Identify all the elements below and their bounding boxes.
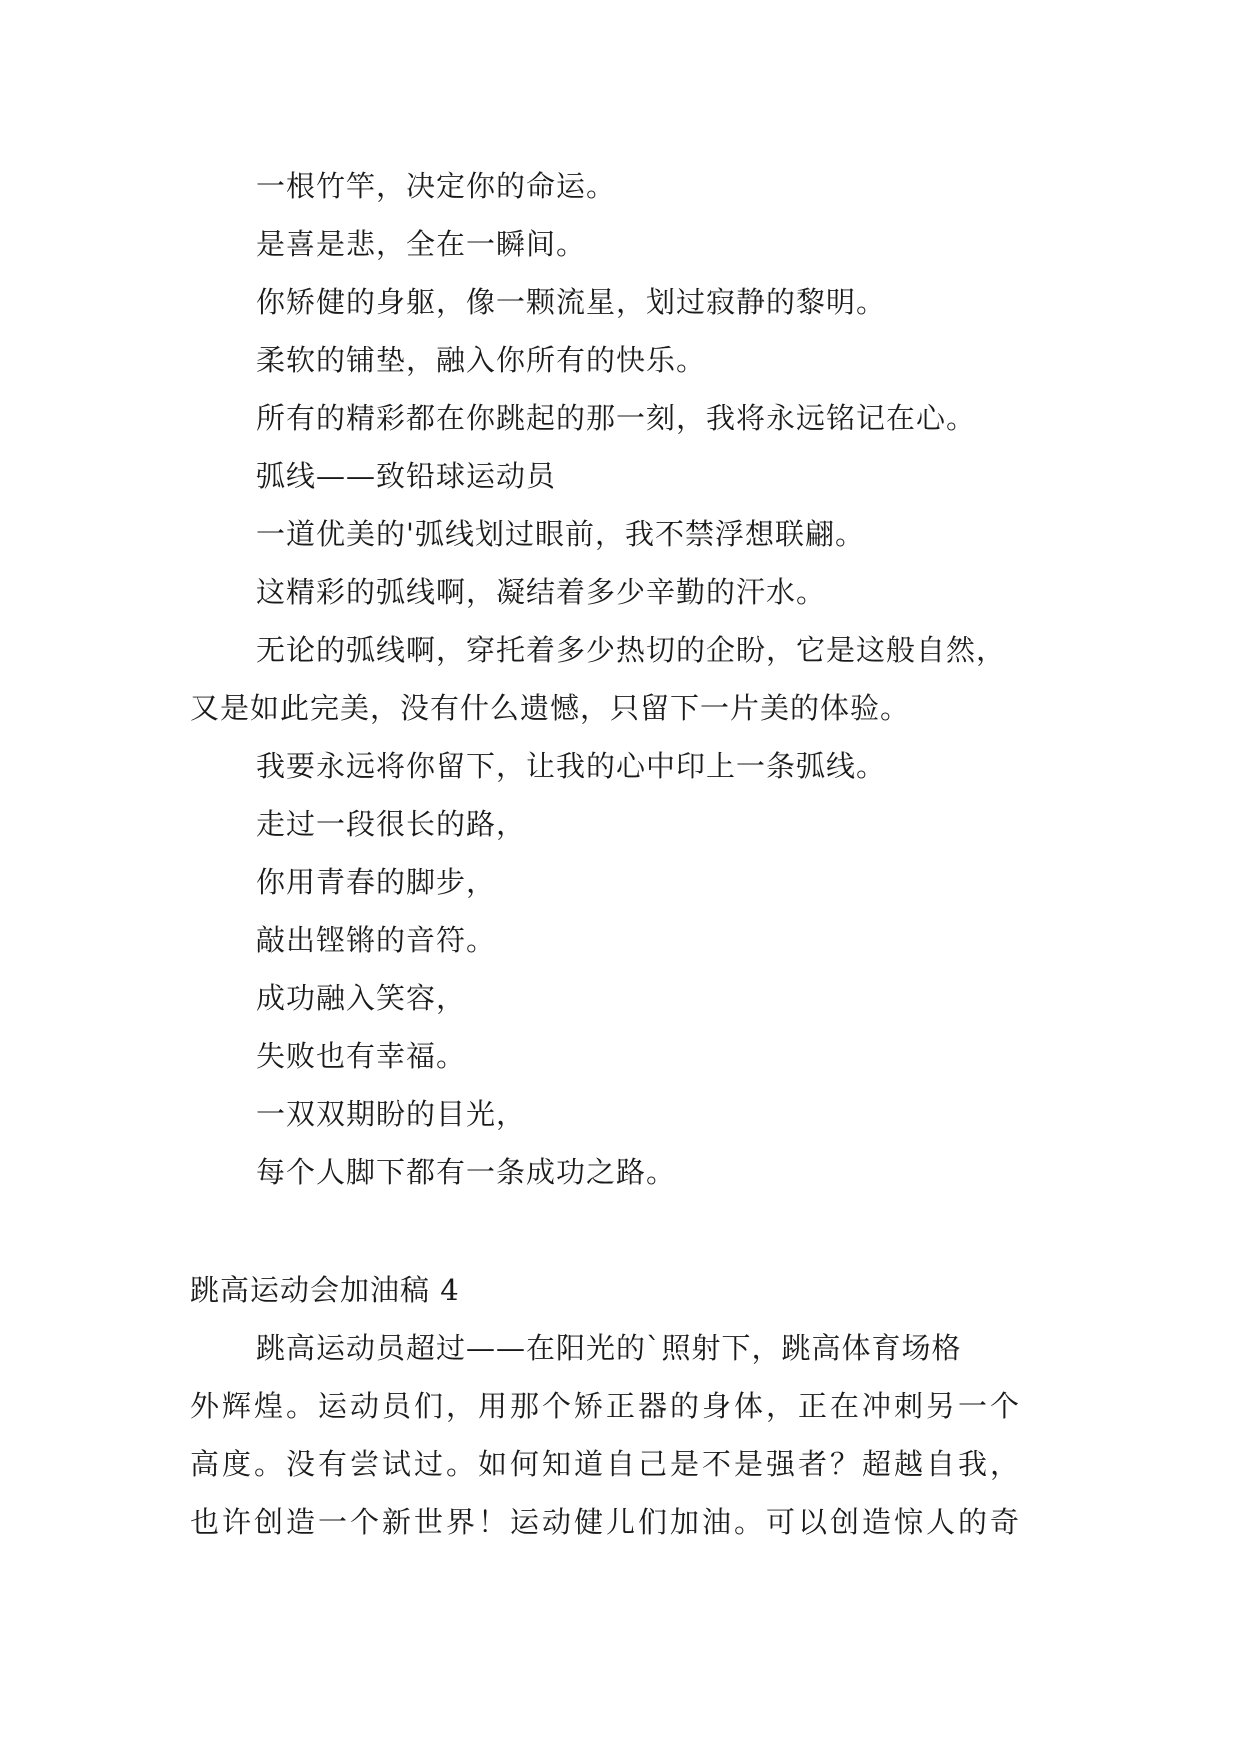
poem-line: 我要永远将你留下，让我的心中印上一条弧线。: [256, 749, 887, 783]
poem-line: 所有的精彩都在你跳起的那一刻，我将永远铭记在心。: [256, 401, 977, 435]
poem-line: 一根竹竿，决定你的命运。: [256, 169, 617, 203]
section-title: 跳高运动会加油稿 4: [190, 1273, 460, 1307]
poem-line: 成功融入笑容，: [256, 981, 467, 1015]
poem-line: 柔软的铺垫，融入你所有的快乐。: [256, 343, 707, 377]
document-body: [190, 157, 1070, 1551]
paragraph-line: 跳高运动员超过——在阳光的`照射下，跳高体育场格: [256, 1331, 962, 1365]
poem-subtitle: 弧线——致铅球运动员: [256, 459, 557, 493]
poem-line: 一双双期盼的目光，: [256, 1097, 527, 1131]
poem-line: 敲出铿锵的音符。: [256, 923, 497, 957]
paragraph-line: 外辉煌。运动员们，用那个矫正器的身体，正在冲刺另一个: [190, 1389, 1023, 1423]
poem-line: 每个人脚下都有一条成功之路。: [256, 1155, 677, 1189]
poem-line: 走过一段很长的路，: [256, 807, 527, 841]
poem-line: 这精彩的弧线啊，凝结着多少辛勤的汗水。: [256, 575, 827, 609]
poem-line: 又是如此完美，没有什么遗憾，只留下一片美的体验。: [190, 691, 911, 725]
poem-line: 一道优美的'弧线划过眼前，我不禁浮想联翩。: [256, 517, 865, 551]
poem-line: 无论的弧线啊，穿托着多少热切的企盼，它是这般自然，: [256, 633, 1007, 667]
poem-line: 你矫健的身躯，像一颗流星，划过寂静的黎明。: [256, 285, 887, 319]
poem-line: 失败也有幸福。: [256, 1039, 467, 1073]
paragraph-line: 也许创造一个新世界！运动健儿们加油。可以创造惊人的奇: [190, 1505, 1023, 1539]
paragraph-line: 高度。没有尝试过。如何知道自己是不是强者？超越自我，: [190, 1447, 1023, 1481]
section-spacer: [190, 1201, 1070, 1261]
poem-line: 你用青春的脚步，: [256, 865, 497, 899]
poem-line: 是喜是悲，全在一瞬间。: [256, 227, 587, 261]
